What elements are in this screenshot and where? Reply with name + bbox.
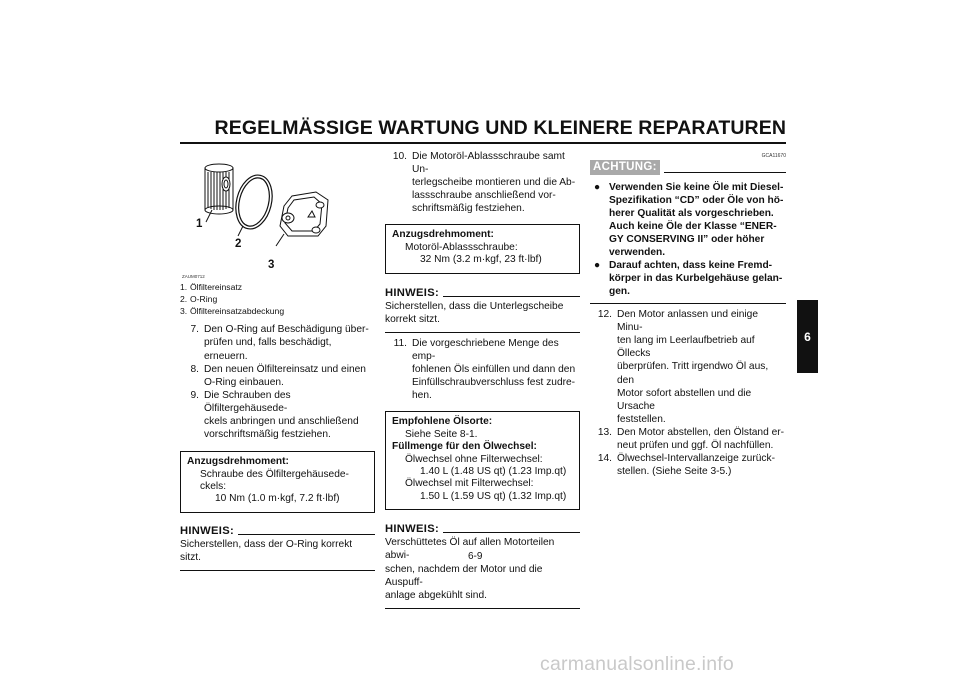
step-14: [590, 452, 786, 478]
callout-1: 1: [196, 218, 203, 230]
legend-text: O-Ring: [190, 293, 218, 304]
bullet-line: verwenden.: [609, 247, 666, 259]
oil-filter-element-drawing: [205, 164, 233, 222]
bullet-icon: ●: [594, 182, 601, 194]
spec-line: Ölwechsel ohne Filterwechsel:: [405, 453, 543, 465]
step-13: [590, 426, 786, 452]
hinweis-header: [385, 287, 580, 300]
torque-spec-box-drain-bolt: [385, 224, 580, 273]
achtung-body: [590, 175, 786, 304]
page-title: REGELMÄSSIGE WARTUNG UND KLEINERE REPARATUREN: [214, 117, 786, 139]
hinweis-rule: [443, 296, 580, 297]
step-number: 12.: [597, 309, 612, 321]
step-text: [204, 363, 375, 389]
bullet-text: [609, 259, 782, 298]
step-line: ckels anbringen und anschließend: [204, 416, 359, 428]
step-number: 9.: [190, 389, 199, 401]
bullet-line: körper in das Kurbelgehäuse gelan-: [609, 273, 783, 285]
step-line: vorschriftsmäßig festziehen.: [204, 429, 331, 441]
bullet-line: herer Qualität als vorgeschrieben.: [609, 208, 774, 220]
hinweis-line-text: schen, nachdem der Motor und die Auspuff-: [385, 563, 543, 588]
legend-number: 2.: [180, 293, 188, 304]
step-line: O-Ring einbauen.: [204, 376, 284, 388]
figure-legend: [180, 282, 375, 317]
page-number: 6-9: [468, 551, 483, 562]
step-line: Motor sofort abstellen und die Ursache: [617, 387, 752, 412]
step-8: [180, 363, 375, 389]
step-line: schriftsmäßig festziehen.: [412, 203, 525, 215]
bullet-text: [609, 181, 783, 259]
hinweis-label: HINWEIS:: [385, 286, 439, 299]
step-text: [617, 426, 786, 452]
step-text: [204, 389, 375, 441]
step-line: Die vorgeschriebene Menge des emp-: [412, 337, 559, 363]
callout-2: 2: [235, 238, 242, 250]
spec-line: Schraube des Ölfiltergehäusede-: [200, 468, 349, 480]
hinweis-header: [180, 525, 375, 538]
step-line: Die Motoröl-Ablassschraube samt Un-: [412, 151, 565, 176]
callout-3: 3: [268, 259, 275, 271]
spec-value: 1.50 L (1.59 US qt) (1.32 Imp.qt): [420, 490, 567, 502]
step-line: Einfüllschraubverschluss fest zudre-: [412, 377, 576, 389]
oil-filter-illustration: [180, 150, 375, 282]
legend-number: 1.: [180, 282, 188, 292]
step-text: [412, 150, 580, 215]
oil-spec-box: [385, 411, 580, 510]
spec-line: Siehe Seite 8-1.: [405, 428, 478, 440]
legend-item: [180, 306, 375, 318]
step-line: Den O-Ring auf Beschädigung über-: [204, 324, 369, 336]
hinweis-text: Sicherstellen, dass der O-Ring korrekt sitzt.: [180, 538, 375, 571]
spec-line: Ölwechsel mit Filterwechsel:: [405, 478, 534, 490]
step-number: 7.: [190, 324, 199, 336]
hinweis-washer: [385, 287, 580, 333]
step-line: prüfen und, falls beschädigt, erneuern.: [204, 337, 332, 362]
filter-cover-drawing: [276, 192, 328, 246]
bullet-line: Darauf achten, dass keine Fremd-: [609, 260, 773, 272]
column-right: [590, 150, 786, 478]
step-line: hen.: [412, 390, 432, 402]
hinweis-line-text: anlage abgekühlt sind.: [385, 589, 487, 601]
oil-filter-figure: [180, 150, 375, 282]
torque-spec-box-cover: [180, 451, 375, 513]
step-9: [180, 389, 375, 441]
bullet-icon: ●: [594, 260, 601, 272]
step-number: 8.: [190, 363, 199, 375]
step-10: [385, 150, 580, 215]
spec-value: 1.40 L (1.48 US qt) (1.23 Imp.qt): [420, 466, 567, 478]
o-ring-drawing: [232, 173, 276, 236]
step-line: stellen. (Siehe Seite 3-5.): [617, 466, 732, 478]
caution-code: GCA11670: [761, 153, 786, 159]
achtung-header: [590, 160, 786, 175]
hinweis-rule: [443, 532, 580, 533]
step-line: Den Motor anlassen und einige Minu-: [617, 309, 759, 334]
step-line: feststellen.: [617, 413, 666, 425]
spec-title: Anzugsdrehmoment:: [187, 456, 289, 468]
hinweis-text: [385, 300, 580, 333]
bullet-line: GY CONSERVING II” oder höher: [609, 234, 765, 246]
step-line: Den Motor abstellen, den Ölstand er-: [617, 426, 785, 438]
legend-item: [180, 294, 375, 306]
achtung-label: ACHTUNG:: [590, 160, 660, 175]
legend-item: [180, 282, 375, 294]
hinweis-o-ring: [180, 525, 375, 571]
legend-text: Ölfiltereinsatz: [190, 282, 243, 292]
legend-number: 3.: [180, 305, 188, 316]
bullet-line: Spezifikation “CD” oder Öle von hö-: [609, 195, 784, 207]
achtung-rule: [664, 172, 786, 173]
step-7: [180, 323, 375, 362]
spec-line: ckels:: [200, 481, 227, 493]
step-line: Den neuen Ölfiltereinsatz und einen: [204, 363, 366, 375]
spec-title: Füllmenge für den Ölwechsel:: [392, 441, 537, 453]
step-line: lassschraube anschließend vor-: [412, 190, 556, 202]
legend-text: Ölfiltereinsatzabdeckung: [190, 305, 285, 316]
step-text: [617, 308, 786, 426]
step-text: [204, 323, 375, 362]
figure-code: ZAUM0712: [182, 274, 205, 279]
hinweis-line-text: Sicherstellen, dass die Unterlegscheibe: [385, 300, 564, 312]
header-rule: [180, 142, 786, 144]
spec-title: Anzugsdrehmoment:: [392, 229, 494, 241]
hinweis-text: [385, 536, 580, 608]
hinweis-rule: [238, 534, 375, 535]
step-line: terlegscheibe montieren und die Ab-: [412, 177, 576, 189]
hinweis-line-text: Verschüttetes Öl auf allen Motorteilen abwi-: [385, 537, 555, 562]
hinweis-label: HINWEIS:: [385, 523, 439, 536]
watermark: carmanualsonline.info: [540, 653, 734, 675]
step-text: [412, 337, 580, 402]
bullet-line: Auch keine Öle der Klasse “ENER-: [609, 221, 777, 233]
bullet-line: Verwenden Sie keine Öle mit Diesel-: [609, 182, 784, 194]
spec-value: 32 Nm (3.2 m·kgf, 23 ft·lbf): [420, 254, 542, 266]
step-line: Die Schrauben des Ölfiltergehäusede-: [204, 389, 291, 414]
steps-7-to-9: [180, 323, 375, 441]
step-number: 11.: [393, 337, 407, 349]
hinweis-spilled-oil: [385, 523, 580, 609]
spec-line: Motoröl-Ablassschraube:: [405, 241, 518, 253]
hinweis-label: HINWEIS:: [180, 524, 234, 537]
hinweis-line-text: korrekt sitzt.: [385, 313, 440, 325]
column-middle: [385, 150, 580, 609]
step-number: 14.: [597, 453, 612, 465]
caution-bullet-2: [590, 259, 786, 298]
column-left: [180, 150, 375, 571]
chapter-tab: 6: [797, 300, 818, 373]
hinweis-header: [385, 523, 580, 536]
spec-value: 10 Nm (1.0 m·kgf, 7.2 ft·lbf): [215, 493, 340, 505]
step-number: 13.: [597, 426, 612, 438]
step-text: [617, 452, 786, 478]
spec-title: Empfohlene Ölsorte:: [392, 416, 493, 428]
step-line: Ölwechsel-Intervallanzeige zurück-: [617, 453, 775, 465]
step-line: fohlenen Öls einfüllen und dann den: [412, 364, 576, 376]
bullet-line: gen.: [609, 286, 630, 298]
step-12: [590, 308, 786, 426]
step-11: [385, 337, 580, 402]
caution-bullet-1: [590, 181, 786, 259]
steps-12-to-14: [590, 308, 786, 478]
step-number: 10.: [392, 151, 407, 162]
step-line: neut prüfen und ggf. Öl nachfüllen.: [617, 440, 774, 452]
step-line: ten lang im Leerlaufbetrieb auf Öllecks: [617, 335, 755, 360]
step-line: überprüfen. Tritt irgendwo Öl aus, den: [617, 361, 769, 386]
